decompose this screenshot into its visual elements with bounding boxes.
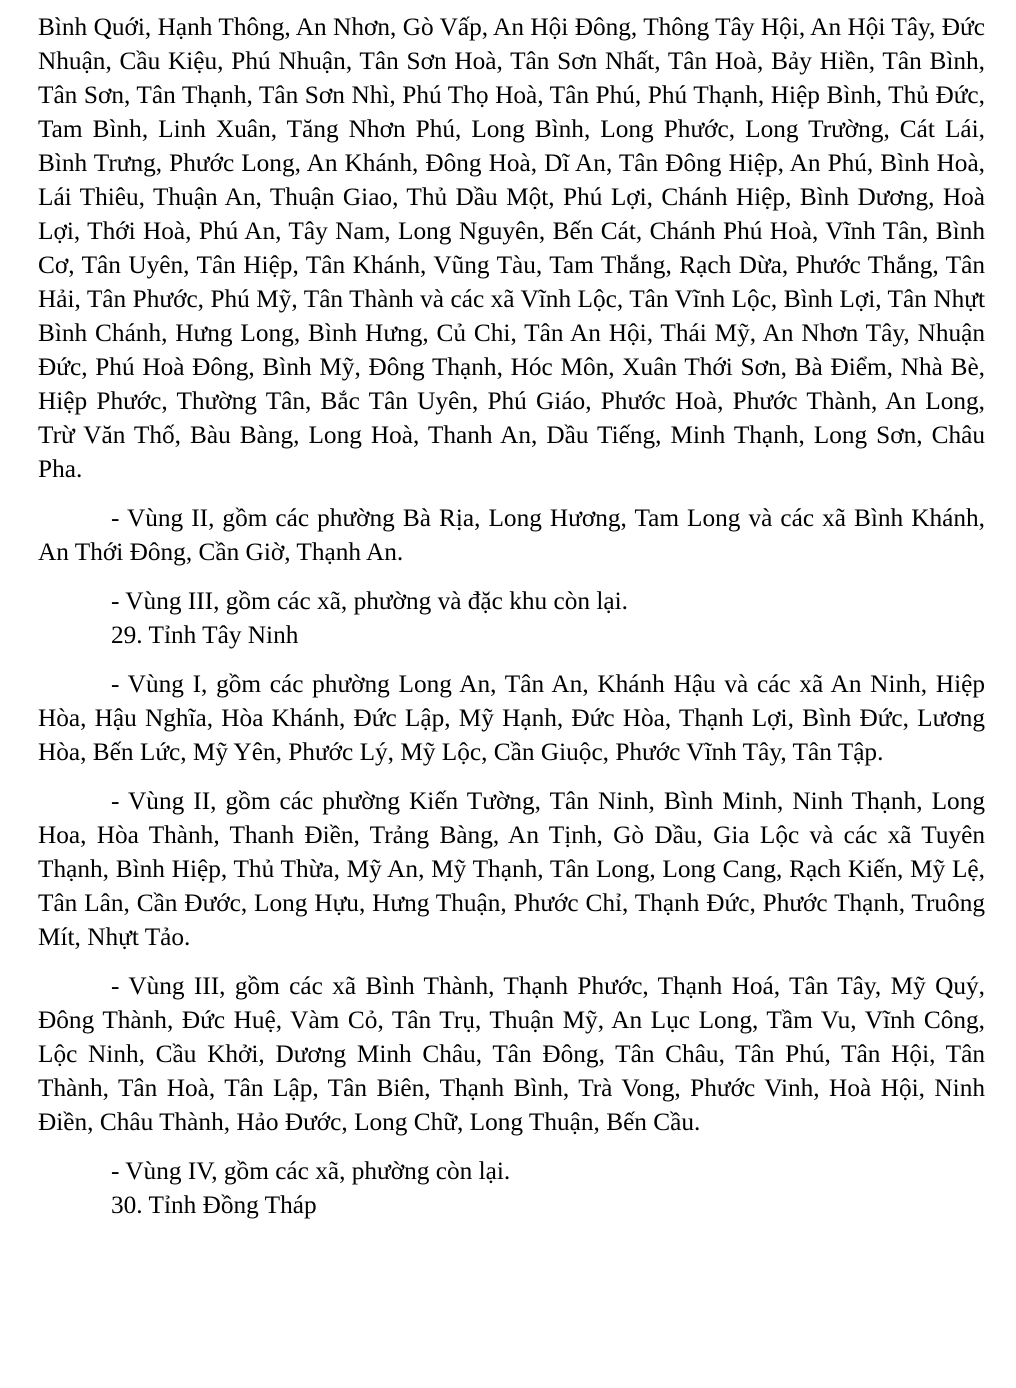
continuation-paragraph: Bình Quới, Hạnh Thông, An Nhơn, Gò Vấp, An Hội Đông, Thông Tây Hội, An Hội Tây, Đức Nhuận, Cầu Kiệu, Phú Nhuận, Tân Sơn Hoà, Tân Sơn Nhất, Tân Hoà, Bảy Hiền, Tân Bình, Tân Sơn, Tân Thạnh, Tân Sơn Nhì, Phú Thọ Hoà, Tân Phú, Phú Thạnh, Hiệp Bình, Thủ Đức, Tam Bình, Linh Xuân, Tăng Nhơn Phú, Long Bình, Long Phước, Long Trường, Cát Lái, Bình Trưng, Phước Long, An Khánh, Đông Hoà, Dĩ An, Tân Đông Hiệp, An Phú, Bình Hoà, Lái Thiêu, Thuận An, Thuận Giao, Thủ Dầu Một, Phú Lợi, Chánh Hiệp, Bình Dương, Hoà Lợi, Thới Hoà, Phú An, Tây Nam, Long Nguyên, Bến Cát, Chánh Phú Hoà, Vĩnh Tân, Bình Cơ, Tân Uyên, Tân Hiệp, Tân Khánh, Vũng Tàu, Tam Thắng, Rạch Dừa, Phước Thắng, Tân Hải, Tân Phước, Phú Mỹ, Tân Thành và các xã Vĩnh Lộc, Tân Vĩnh Lộc, Bình Lợi, Tân Nhựt Bình Chánh, Hưng Long, Bình Hưng, Củ Chi, Tân An Hội, Thái Mỹ, An Nhơn Tây, Nhuận Đức, Phú Hoà Đông, Bình Mỹ, Đông Thạnh, Hóc Môn, Xuân Thới Sơn, Bà Điểm, Nhà Bè, Hiệp Phước, Thường Tân, Bắc Tân Uyên, Phú Giáo, Phước Hoà, Phước Thành, An Long, Trừ Văn Thố, Bàu Bàng, Long Hoà, Thanh An, Dầu Tiếng, Minh Thạnh, Long Sơn, Châu Pha. xyxy=(38,13,985,483)
section-heading-dong-thap: 30. Tỉnh Đồng Tháp xyxy=(111,1191,317,1219)
tay-ninh-zone-ii-paragraph: - Vùng II, gồm các phường Kiến Tường, Tân Ninh, Bình Minh, Ninh Thạnh, Long Hoa, Hòa Thành, Thanh Điền, Trảng Bàng, An Tịnh, Gò Dầu, Gia Lộc và các xã Tuyên Thạnh, Bình Hiệp, Thủ Thừa, Mỹ An, Mỹ Thạnh, Tân Long, Long Cang, Rạch Kiến, Mỹ Lệ, Tân Lân, Cần Đước, Long Hựu, Hưng Thuận, Phước Chỉ, Thạnh Đức, Phước Thạnh, Truông Mít, Nhựt Tảo. xyxy=(38,787,985,951)
section-heading-tay-ninh: 29. Tỉnh Tây Ninh xyxy=(111,621,299,649)
tay-ninh-zone-iii-paragraph: - Vùng III, gồm các xã Bình Thành, Thạnh Phước, Thạnh Hoá, Tân Tây, Mỹ Quý, Đông Thành, Đức Huệ, Vàm Cỏ, Tân Trụ, Thuận Mỹ, An Lục Long, Tầm Vu, Vĩnh Công, Lộc Ninh, Cầu Khởi, Dương Minh Châu, Tân Đông, Tân Châu, Tân Phú, Tân Hội, Tân Thành, Tân Hoà, Tân Lập, Tân Biên, Thạnh Bình, Trà Vong, Phước Vinh, Hoà Hội, Ninh Điền, Châu Thành, Hảo Đước, Long Chữ, Long Thuận, Bến Cầu. xyxy=(38,972,985,1136)
tay-ninh-zone-i-paragraph: - Vùng I, gồm các phường Long An, Tân An, Khánh Hậu và các xã An Ninh, Hiệp Hòa, Hậu Nghĩa, Hòa Khánh, Đức Lập, Mỹ Hạnh, Đức Hòa, Thạnh Lợi, Bình Đức, Lương Hòa, Bến Lức, Mỹ Yên, Phước Lý, Mỹ Lộc, Cần Giuộc, Phước Vĩnh Tây, Tân Tập. xyxy=(38,670,985,766)
zone-iii-paragraph: - Vùng III, gồm các xã, phường và đặc khu còn lại. xyxy=(111,587,628,615)
tay-ninh-zone-iv-paragraph: - Vùng IV, gồm các xã, phường còn lại. xyxy=(111,1157,511,1185)
zone-ii-paragraph: - Vùng II, gồm các phường Bà Rịa, Long Hương, Tam Long và các xã Bình Khánh, An Thới Đông, Cần Giờ, Thạnh An. xyxy=(38,504,985,566)
document-page xyxy=(38,10,985,1222)
